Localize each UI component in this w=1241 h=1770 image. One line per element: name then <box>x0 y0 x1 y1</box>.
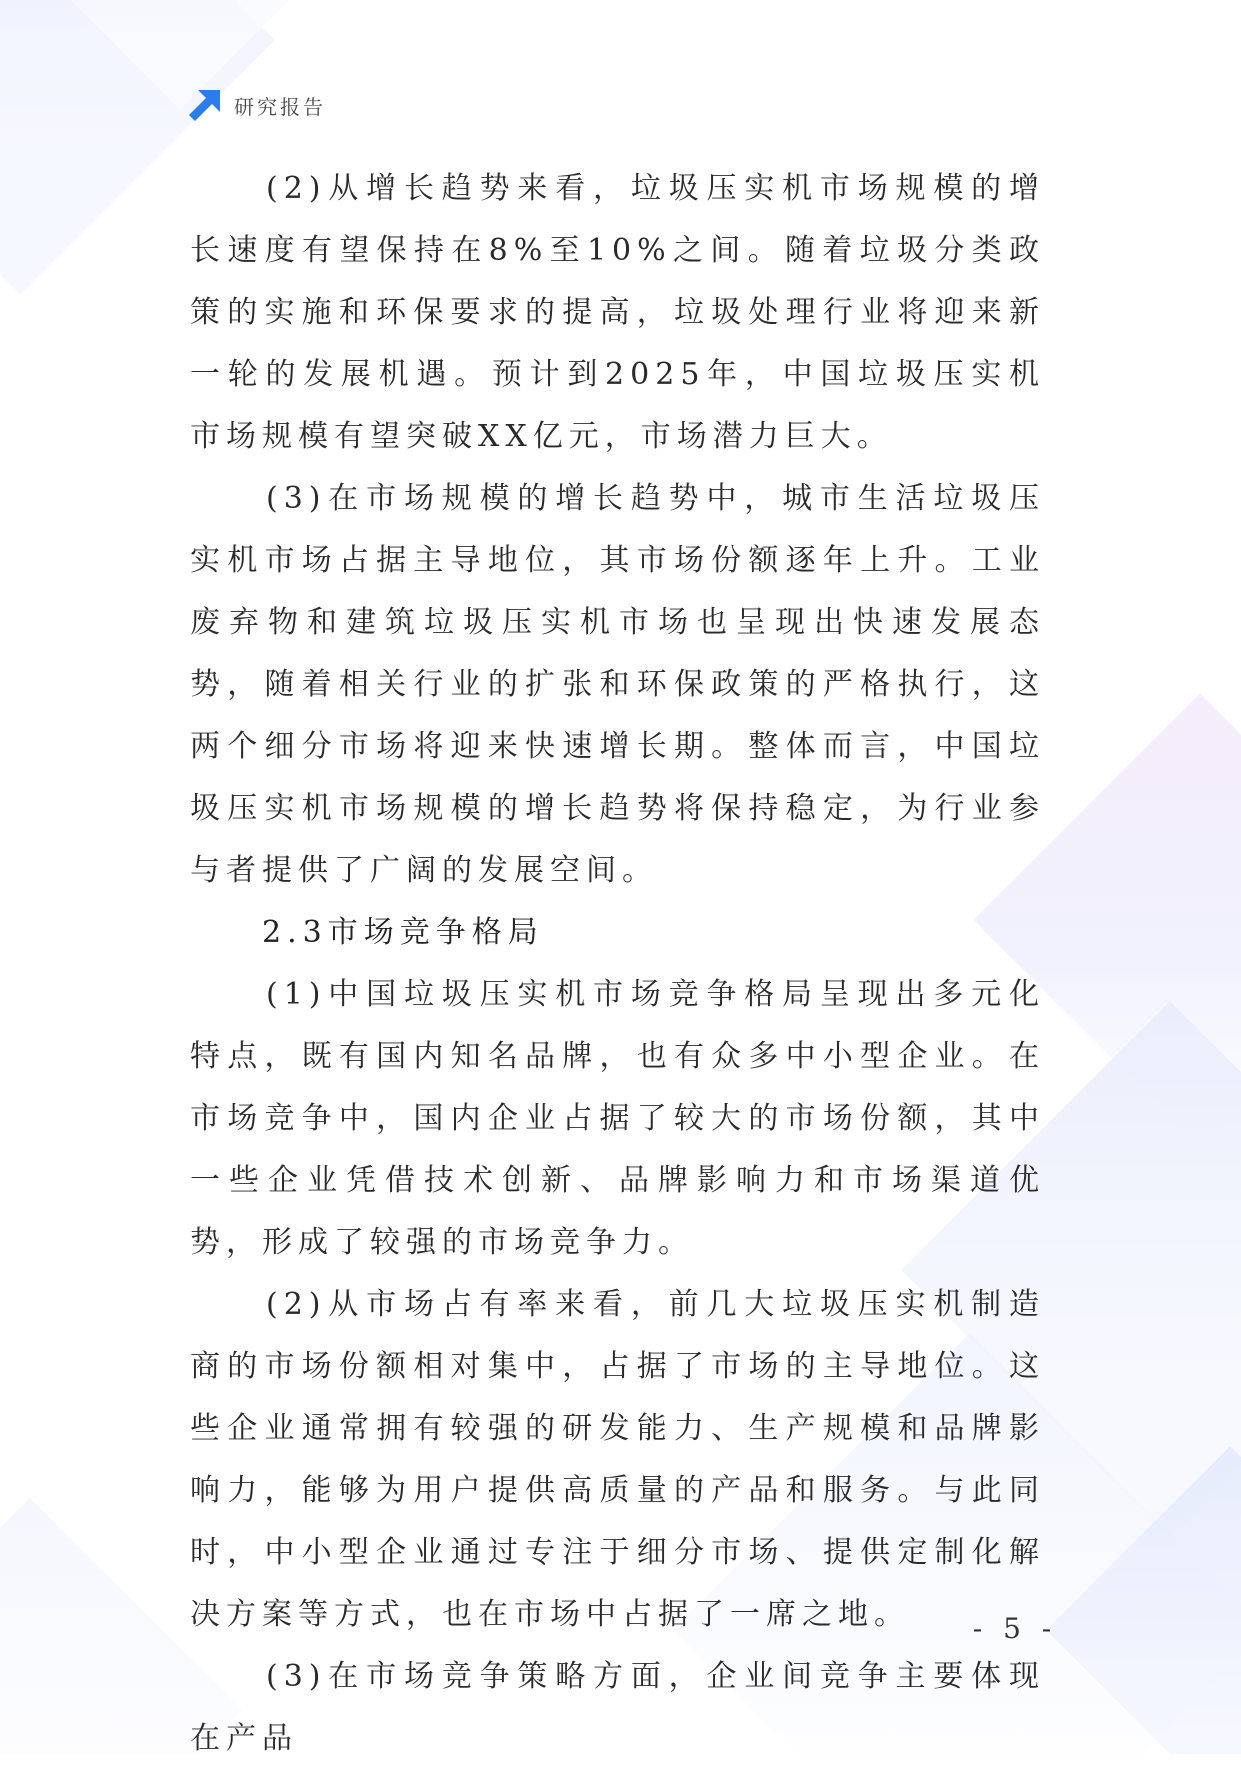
report-header <box>188 88 326 122</box>
page-number: - 5 - <box>972 1612 1058 1645</box>
header-title: 研究报告 <box>234 94 326 119</box>
paragraph: (3)在市场规模的增长趋势中，城市生活垃圾压实机市场占据主导地位，其市场份额逐年上升。工业废弃物和建筑垃圾压实机市场也呈现出快速发展态势，随着相关行业的扩张和环保政策的严格执行，这两个细分市场将迎来快速增长期。整体而言，中国垃圾压实机市场规模的增长趋势将保持稳定，为行业参与者提供了广阔的发展空间。 <box>190 481 1045 888</box>
paragraph: (2)从增长趋势来看，垃圾压实机市场规模的增长速度有望保持在8%至10%之间。随着垃圾分类政策的实施和环保要求的提高，垃圾处理行业将迎来新一轮的发展机遇。预计到2025年，中国垃圾压实机市场规模有望突破XX亿元，市场潜力巨大。 <box>190 171 1045 454</box>
paragraph: (1)中国垃圾压实机市场竞争格局呈现出多元化特点，既有国内知名品牌，也有众多中小型企业。在市场竞争中，国内企业占据了较大的市场份额，其中一些企业凭借技术创新、品牌影响力和市场渠道优势，形成了较强的市场竞争力。 <box>190 977 1045 1260</box>
arrow-up-right-icon <box>188 88 222 122</box>
document-body <box>190 158 1045 1770</box>
section-heading: 2.3市场竞争格局 <box>262 915 544 950</box>
paragraph: (3)在市场竞争策略方面，企业间竞争主要体现在产品 <box>190 1659 1045 1756</box>
paragraph: (2)从市场占有率来看，前几大垃圾压实机制造商的市场份额相对集中，占据了市场的主导地位。这些企业通常拥有较强的研发能力、生产规模和品牌影响力，能够为用户提供高质量的产品和服务。与此同时，中小型企业通过专注于细分市场、提供定制化解决方案等方式，也在市场中占据了一席之地。 <box>190 1287 1045 1632</box>
